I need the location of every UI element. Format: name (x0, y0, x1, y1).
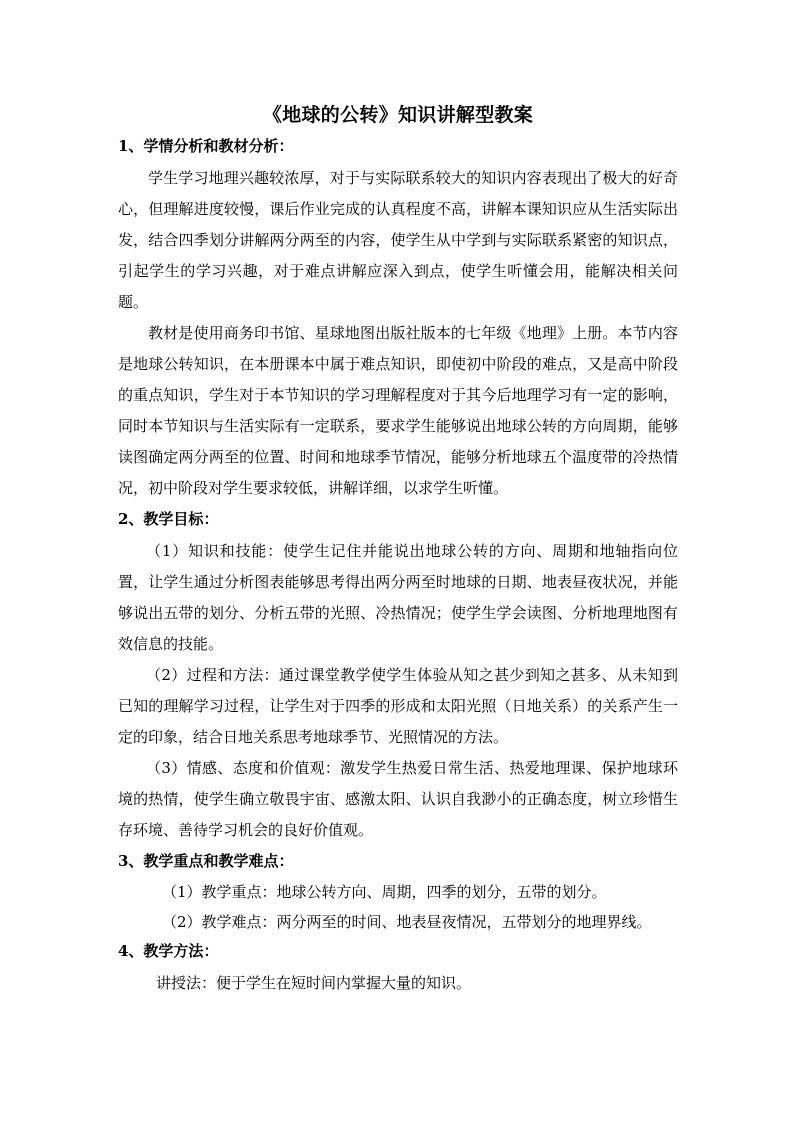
paragraph-student-analysis: 学生学习地理兴趣较浓厚，对于与实际联系较大的知识内容表现出了极大的好奇心，但理解进度较慢，课后作业完成的认真程度不高，讲解本课知识应从生活实际出发，结合四季划分讲解两分两至的内容，使学生从中学到与实际联系紧密的知识点，引起学生的学习兴趣，对于难点讲解应深入到点，使学生听懂会用，能解决相关问题。 (118, 169, 678, 311)
section-heading: 3、教学重点和教学难点： (118, 852, 294, 870)
method-text: 讲授法：便于学生在短时间内掌握大量的知识。 (156, 974, 472, 992)
document-title: 《地球的公转》知识讲解型教案 (262, 104, 534, 126)
section-analysis (118, 133, 678, 504)
section-key-points (118, 848, 678, 936)
section-methods (118, 938, 678, 998)
section-heading: 1、学情分析和教材分析： (118, 137, 294, 155)
list-item-key-point: （1）教学重点：地球公转方向、周期，四季的划分，五带的划分。 (162, 883, 607, 901)
paragraph-textbook-analysis: 教材是使用商务印书馆、星球地图出版社版本的七年级《地理》上册。本节内容是地球公转知识，在本册课本中属于难点知识，即使初中阶段的难点，又是高中阶段的重点知识，学生对于本节知识的学习理解程度对于其今后地理学习有一定的影响，同时本节知识与生活实际有一定联系，要求学生能够说出地球公转的方向周期，能够读图确定两分两至的位置、时间和地球季节情况，能够分析地球五个温度带的冷热情况，初中阶段对学生要求较低，讲解详细，以求学生听懂。 (118, 324, 678, 497)
section-objectives (118, 506, 678, 846)
paragraph-knowledge-skills: （1）知识和技能：使学生记住并能说出地球公转的方向、周期和地轴指向位置，让学生通过分析图表能够思考得出两分两至时地球的日期、地表昼夜状况，并能够说出五带的划分、分析五带的光照、冷热情况；使学生学会读图、分析地理地图有效信息的技能。 (118, 542, 678, 653)
list-item-difficulty: （2）教学难点：两分两至的时间、地表昼夜情况，五带划分的地理界线。 (162, 913, 652, 931)
section-heading: 4、教学方法： (118, 942, 219, 960)
document-page (118, 100, 678, 998)
paragraph-process-method: （2）过程和方法：通过课堂教学使学生体验从知之甚少到知之甚多、从未知到已知的理解学习过程，让学生对于四季的形成和太阳光照（日地关系）的关系产生一定的印象，结合日地关系思考地球季节、光照情况的方法。 (118, 666, 678, 746)
section-heading: 2、教学目标： (118, 510, 219, 528)
paragraph-emotion-values: （3）情感、态度和价值观：激发学生热爱日常生活、热爱地理课、保护地球环境的热情，使学生确立敬畏宇宙、感激太阳、认识自我渺小的正确态度，树立珍惜生存环境、善待学习机会的良好价值观。 (118, 759, 678, 839)
